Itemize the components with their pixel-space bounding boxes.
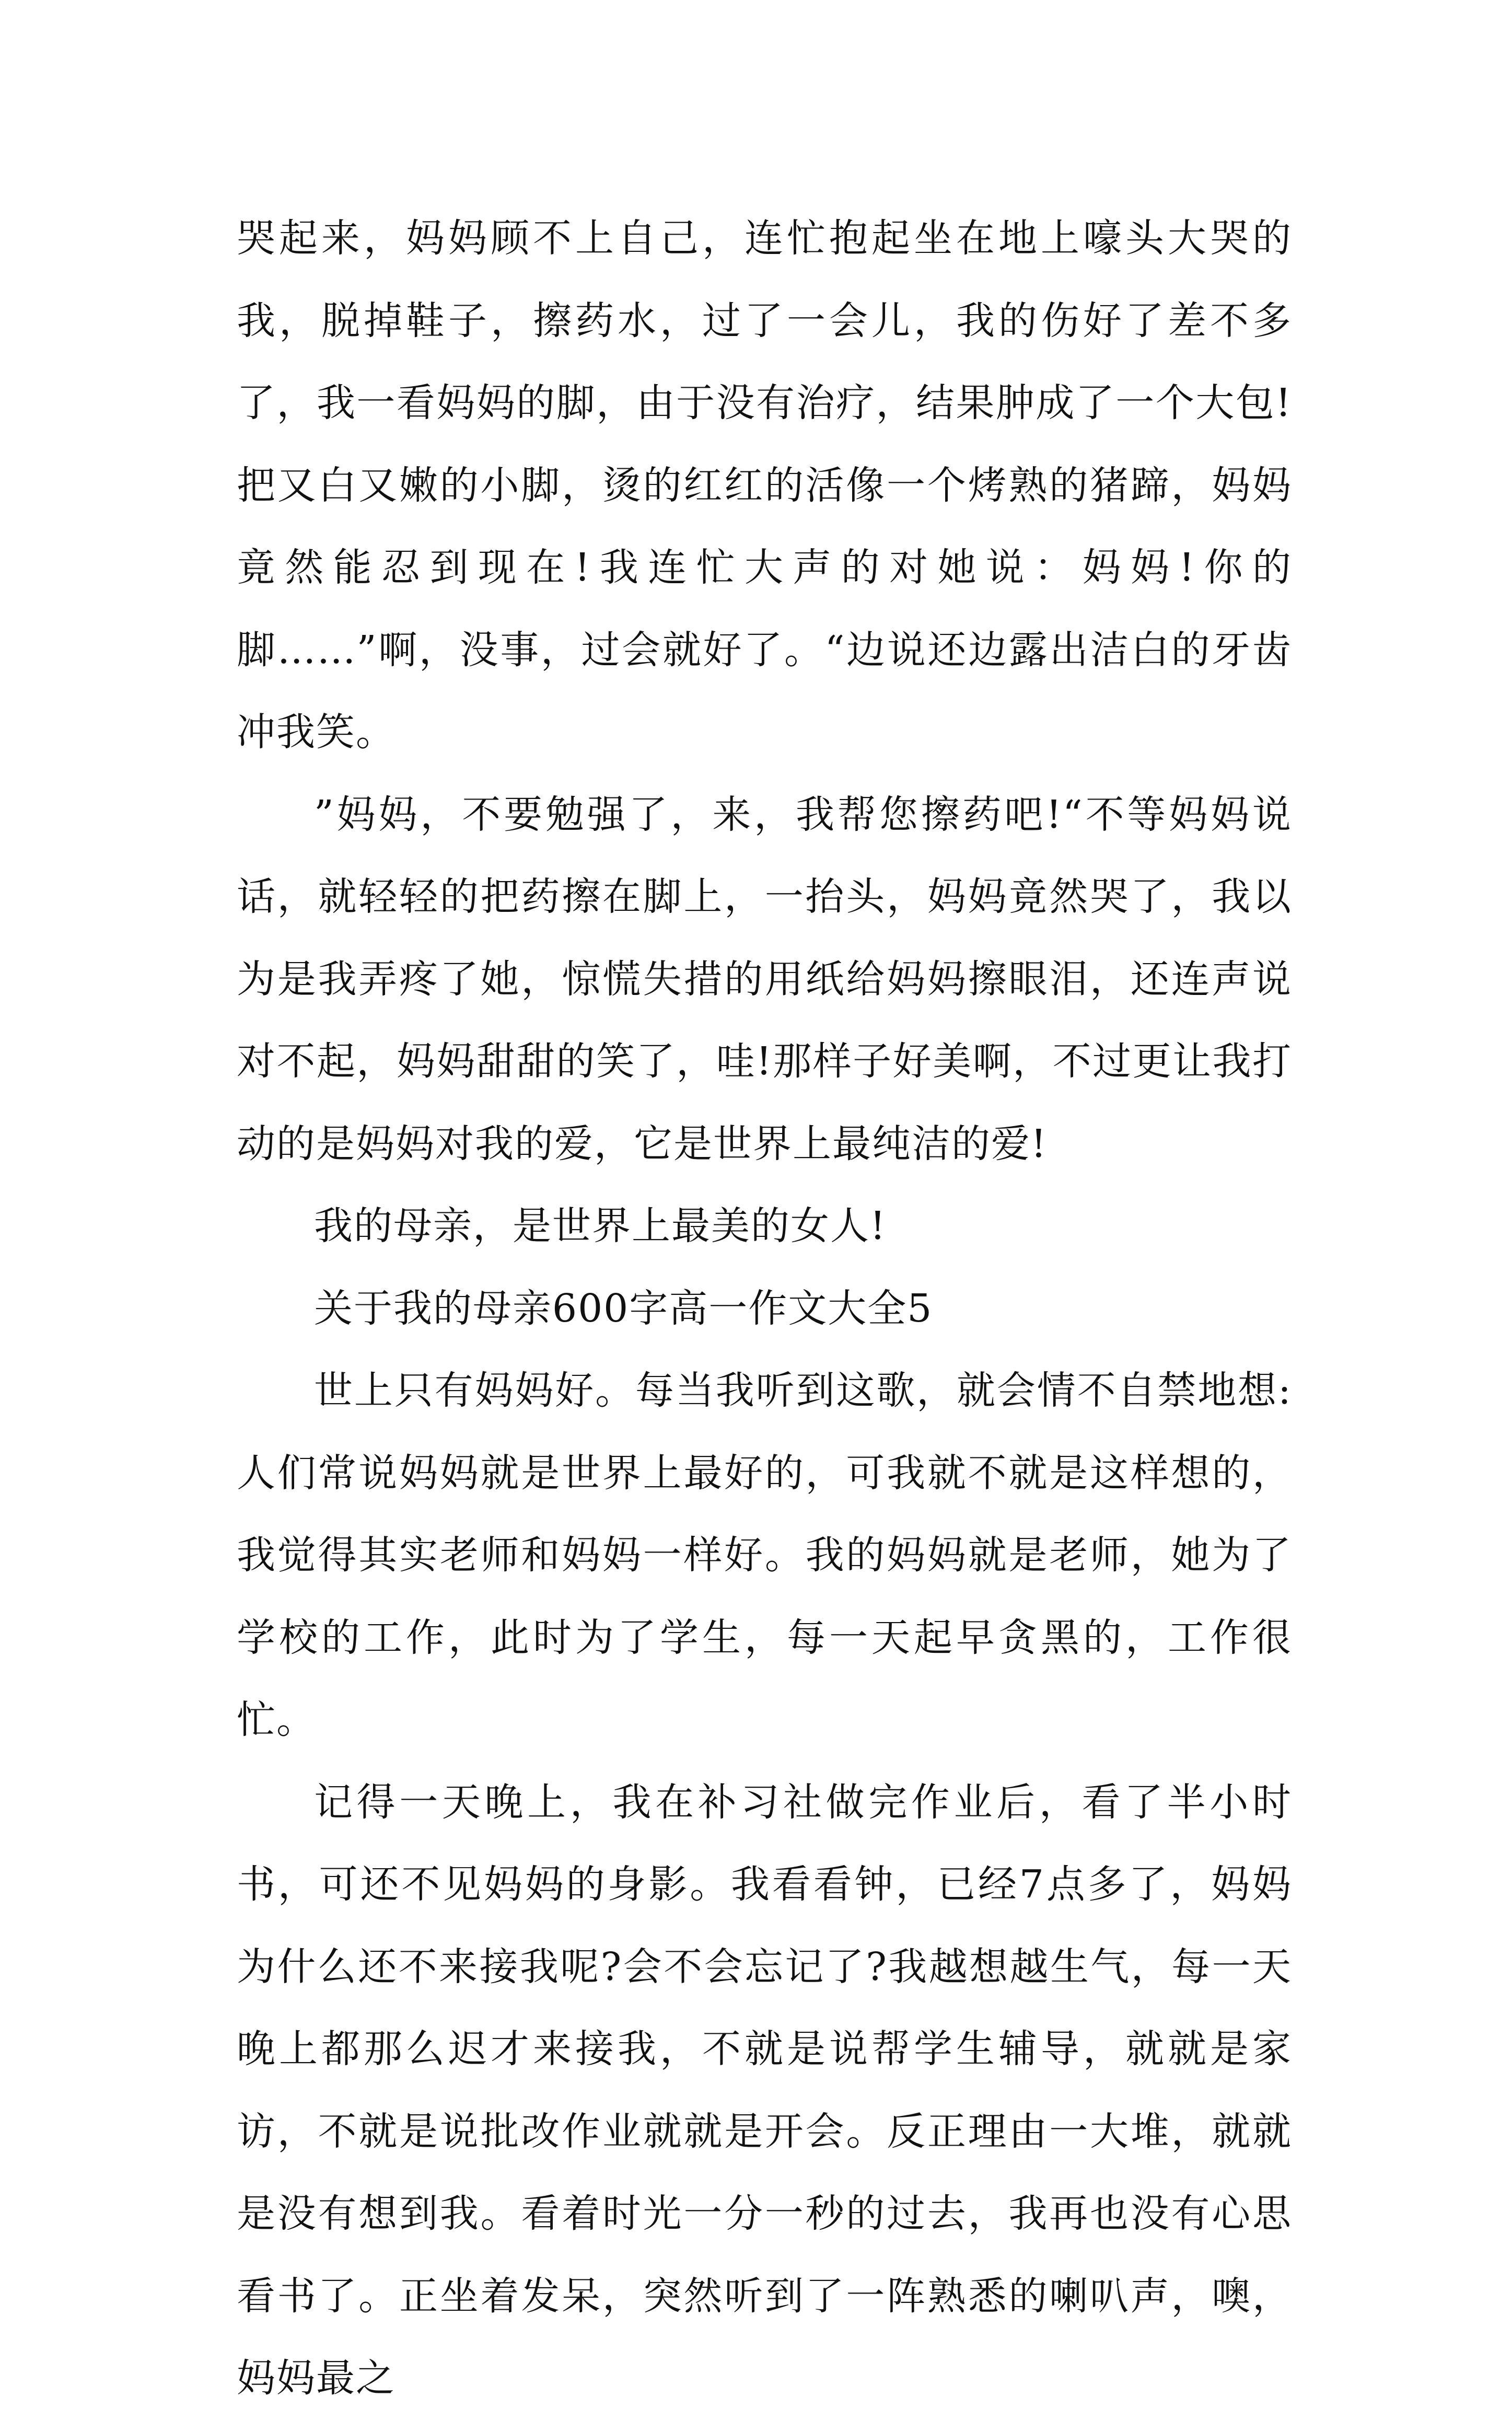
paragraph-1: 哭起来，妈妈顾不上自己，连忙抱起坐在地上嚎头大哭的我，脱掉鞋子，擦药水，过了一会儿，我的伤好了差不多了，我一看妈妈的脚，由于没有治疗，结果肿成了一个大包!把又白又嫩的小脚，烫的红红的活像一个烤熟的猪蹄，妈妈竟然能忍到现在!我连忙大声的对她说：妈妈!你的脚……”啊，没事，过会就好了。“边说还边露出洁白的牙齿冲我笑。 [237, 216, 1292, 755]
paragraph-3: 我的母亲，是世界上最美的女人! [314, 1203, 887, 1248]
paragraph-4: 世上只有妈妈好。每当我听到这歌，就会情不自禁地想:人们常说妈妈就是世界上最好的，可我就不就是这样想的，我觉得其实老师和妈妈一样好。我的妈妈就是老师，她为了学校的工作，此时为了学生，每一天起早贪黑的，工作很忙。 [237, 1368, 1292, 1742]
essay-body [237, 198, 1292, 2420]
paragraph-2: ”妈妈，不要勉强了，来，我帮您擦药吧!“不等妈妈说话，就轻轻的把药擦在脚上，一抬头，妈妈竟然哭了，我以为是我弄疼了她，惊慌失措的用纸给妈妈擦眼泪，还连声说对不起，妈妈甜甜的笑了，哇!那样子好美啊，不过更让我打动的是妈妈对我的爱，它是世界上最纯洁的爱! [237, 792, 1292, 1166]
essay-heading: 关于我的母亲600字高一作文大全5 [314, 1286, 933, 1331]
paragraph-5: 记得一天晚上，我在补习社做完作业后，看了半小时书，可还不见妈妈的身影。我看看钟，已经7点多了，妈妈为什么还不来接我呢?会不会忘记了?我越想越生气，每一天晚上都那么迟才来接我，不就是说帮学生辅导，就就是家访，不就是说批改作业就就是开会。反正理由一大堆，就就是没有想到我。看着时光一分一秒的过去，我再也没有心思看书了。正坐着发呆，突然听到了一阵熟悉的喇叭声，噢，妈妈最之 [237, 1779, 1292, 2401]
